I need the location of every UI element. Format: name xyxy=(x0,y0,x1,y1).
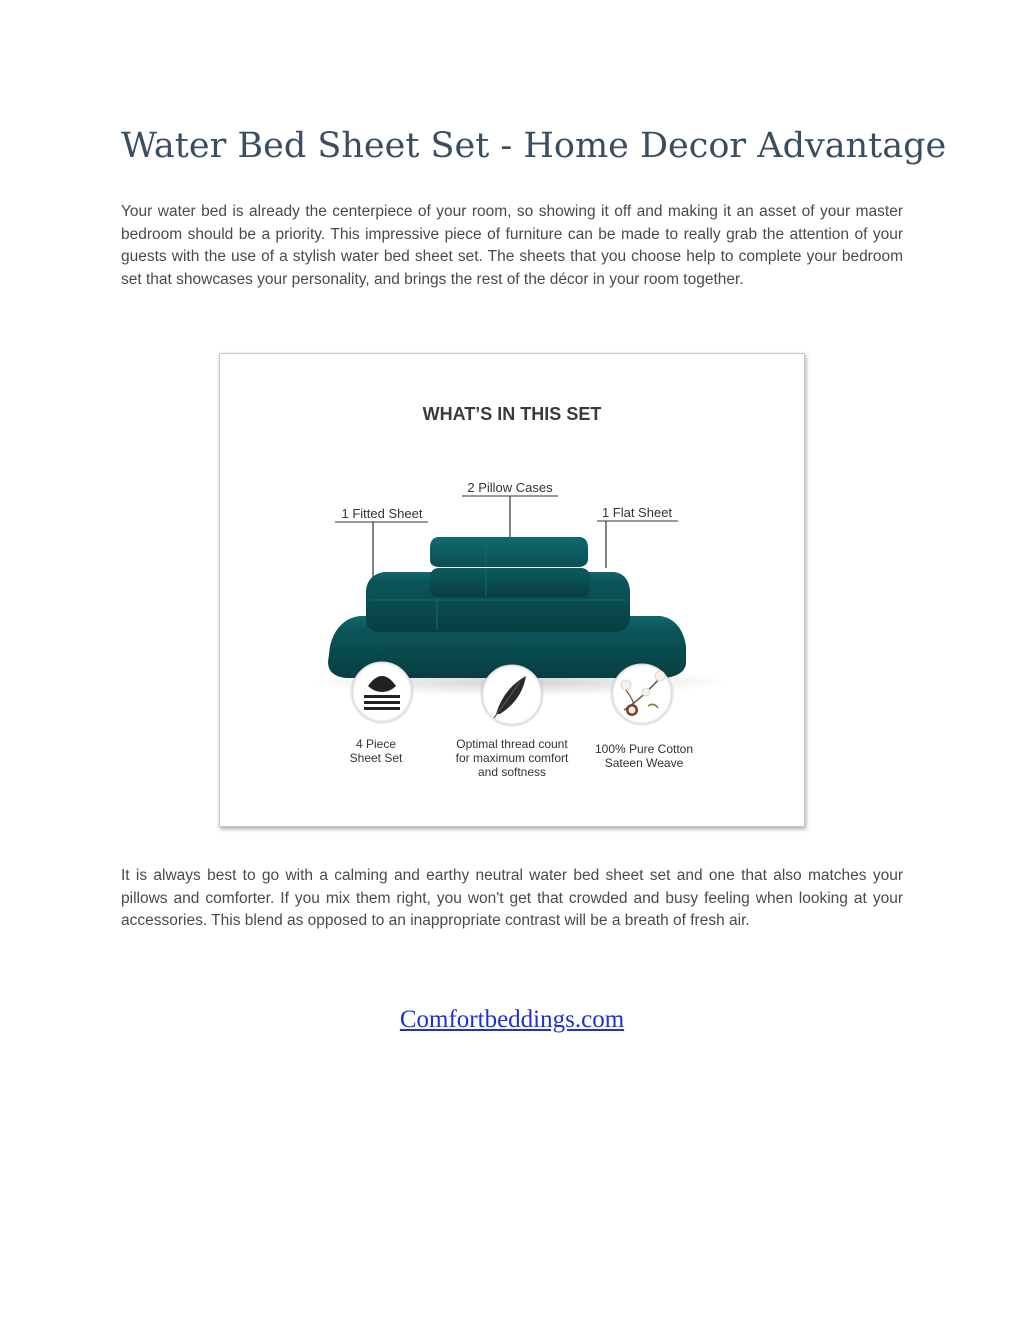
sheet-stack-icon xyxy=(352,662,412,722)
callout-flat-sheet: 1 Flat Sheet xyxy=(601,505,673,520)
feature-1-line-2: Sheet Set xyxy=(349,751,403,765)
site-link-container xyxy=(0,1003,1024,1037)
page-title: Water Bed Sheet Set - Home Decor Advantage xyxy=(121,126,947,166)
cotton-plant-icon xyxy=(612,664,672,724)
figure-heading: WHAT’S IN THIS SET xyxy=(422,404,602,424)
feature-3-line-2: Sateen Weave xyxy=(604,756,684,770)
feather-icon xyxy=(482,665,542,725)
callout-fitted-sheet: 1 Fitted Sheet xyxy=(341,506,423,521)
feature-2-line-2: for maximum comfort xyxy=(455,751,569,765)
intro-paragraph: Your water bed is already the centerpiece of your room, so showing it off and making it an asset of your master bedroom should be a priority. This impressive piece of furniture can be made to really grab the attention of your guests with the use of a stylish water bed sheet set. The sheets that you choose help to complete your bedroom set that showcases your personality, and brings the rest of the décor in your room together. xyxy=(121,203,903,289)
feature-2-line-3: and softness xyxy=(477,765,547,779)
feature-3-line-1: 100% Pure Cotton xyxy=(594,742,694,756)
callout-pillow-cases: 2 Pillow Cases xyxy=(467,480,553,495)
comfortbeddings-link[interactable]: Comfortbeddings.com xyxy=(399,1006,625,1033)
feature-1-line-1: 4 Piece xyxy=(355,737,397,751)
body-paragraph: It is always best to go with a calming and earthy neutral water bed sheet set and one that also matches your pillows and comforter. If you mix them right, you won't get that crowded and busy feeling when looking at your accessories. This blend as opposed to an inappropriate contrast will be a breath of fresh air. xyxy=(121,867,903,930)
product-illustration xyxy=(220,354,804,826)
feature-2-line-1: Optimal thread count xyxy=(456,737,568,751)
product-image xyxy=(219,353,805,827)
